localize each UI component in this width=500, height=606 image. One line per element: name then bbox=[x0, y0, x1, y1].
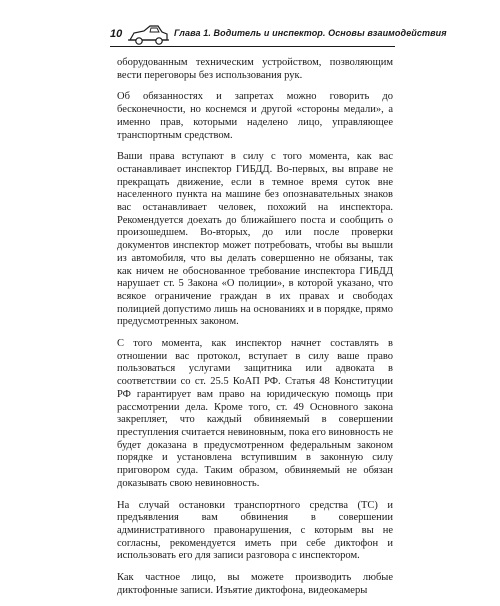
header-rule bbox=[110, 46, 395, 47]
chapter-title: Глава 1. Водитель и инспектор. Основы взаимодействия bbox=[174, 28, 447, 38]
paragraph: На случай остановки транспортного средства (ТС) и предъявления вам обвинения в совершении административного правонарушения, с которым вы не согласны, рекомендуется иметь при себе диктофон и использовать его для записи разговора с инспектором. bbox=[117, 499, 393, 562]
paragraph: Как частное лицо, вы можете производить любые диктофонные записи. Изъятие диктофона, видеокамеры bbox=[117, 572, 393, 596]
paragraph: оборудованным техническим устройством, позволяющим вести переговоры без использования рук. bbox=[117, 57, 393, 81]
paragraph: С того момента, как инспектор начнет составлять в отношении вас протокол, вступает в силу ваше право пользоваться услугами защитника или адвоката в соответствии со ст. 25.5 КоАП РФ. Статья 48 Конституции РФ гарантирует вам право на юридическую помощь при рассмотрении дела. Кроме того, ст. 49 Основного закона закрепляет, что каждый обвиняемый в совершении преступления считается невиновным, пока его виновность не будет доказана в предусмотренном федеральным законом порядке и установлена вступившим в законную силу приговором суда. Таким образом, обвиняемый не обязан доказывать свою невиновность. bbox=[117, 338, 393, 489]
running-header bbox=[110, 22, 447, 48]
paragraph: Об обязанностях и запретах можно говорить до бесконечности, но коснемся и другой «стороны медали», а именно прав, которыми наделено лицо, управляющее транспортным средством. bbox=[117, 91, 393, 141]
paragraph: Ваши права вступают в силу с того момента, как вас останавливает инспектор ГИБДД. Во-первых, вы вправе не прекращать движение, если в темное время суток вне населенного пункта на машине без опознавательных знаков вас останавливает человек, похожий на инспектора. Рекомендуется доехать до ближайшего поста и сообщить о произошедшем. Во-вторых, до или после проверки документов инспектор может потребовать, чтобы вы вышли из автомобиля, что вы делать совершенно не обязаны, так как ничем не обоснованное требование инспектора ГИБДД нарушает ст. 5 Закона «О полиции», в которой указано, что всякое ограничение граждан в их правах и свободах полицией допустимо лишь на основаниях и в порядке, прямо предусмотренных законом. bbox=[117, 151, 393, 328]
page-number: 10 bbox=[110, 28, 123, 40]
car-icon bbox=[126, 24, 170, 46]
page-body bbox=[117, 57, 393, 606]
